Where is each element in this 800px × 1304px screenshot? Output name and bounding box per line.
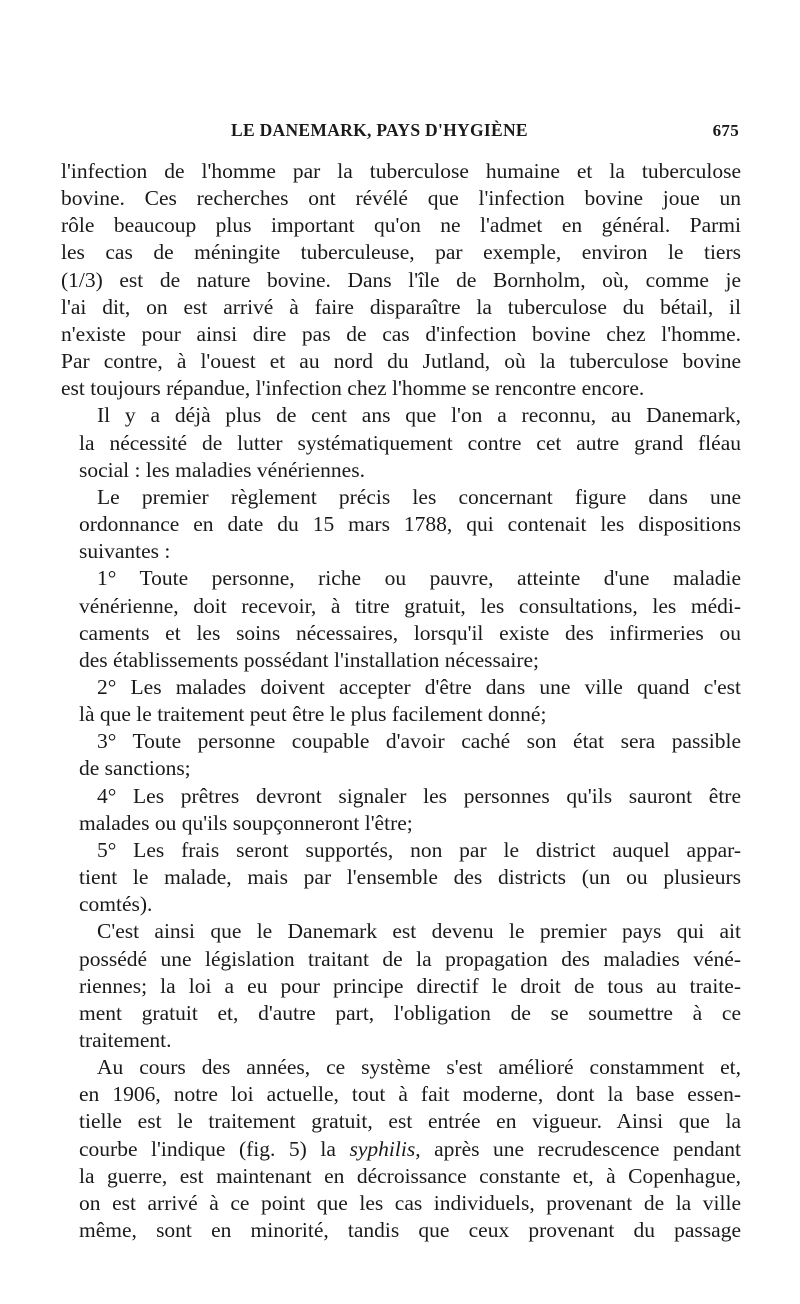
text-line: ordonnance en date du 15 mars 1788, qui contenait les dispositions: [79, 512, 741, 537]
text-line: l'infection de l'homme par la tuberculose humaine et la tuberculose: [61, 159, 741, 183]
text-line: n'existe pour ainsi dire pas de cas d'infection bovine chez l'homme.: [61, 321, 741, 346]
paragraph-venereal-intro: [61, 402, 741, 483]
text-line: ment gratuit et, d'autre part, l'obligation de se soumettre à ce: [79, 1000, 741, 1025]
text-line: riennes; la loi a eu pour principe directif le droit de tous au traite-: [79, 973, 741, 998]
text-fragment: courbe l'indique (fig. 5) la: [79, 1136, 350, 1161]
text-line: social : les maladies vénériennes.: [79, 457, 365, 482]
book-page: [61, 112, 741, 1244]
text-fragment: , après une recrudescence pendant: [415, 1136, 741, 1161]
text-line: malades ou qu'ils soupçonneront l'être;: [79, 810, 413, 835]
text-line: Il y a déjà plus de cent ans que l'on a reconnu, au Danemark,: [97, 403, 741, 428]
list-item-4: [61, 783, 741, 837]
text-line: 4° Les prêtres devront signaler les personnes qu'ils sauront être: [97, 783, 741, 808]
list-item-3: [61, 728, 741, 782]
text-line: Au cours des années, ce système s'est amélioré constamment et,: [97, 1055, 741, 1080]
text-line: tient le malade, mais par l'ensemble des districts (un ou plusieurs: [79, 865, 741, 890]
text-line: bovine. Ces recherches ont révélé que l'infection bovine joue un: [61, 186, 741, 211]
list-item-2: [61, 674, 741, 728]
text-line: suivantes :: [79, 539, 171, 564]
page-number: 675: [712, 121, 739, 140]
text-line: on est arrivé à ce point que les cas individuels, provenant de la ville: [79, 1190, 741, 1215]
text-line: C'est ainsi que le Danemark est devenu le premier pays qui ait: [97, 919, 741, 944]
text-line: vénérienne, doit recevoir, à titre gratuit, les consultations, les médi-: [79, 593, 741, 618]
paragraph-law-1906: [61, 1054, 741, 1244]
text-line: 1° Toute personne, riche ou pauvre, atteinte d'une maladie: [97, 566, 741, 591]
text-line: traitement.: [79, 1028, 172, 1052]
text-line: en 1906, notre loi actuelle, tout à fait moderne, dont la base essen-: [79, 1082, 741, 1107]
text-line: tielle est le traitement gratuit, est entrée en vigueur. Ainsi que la: [79, 1109, 741, 1134]
text-line: Par contre, à l'ouest et au nord du Jutland, où la tuberculose bovine: [61, 349, 741, 374]
body-text: [61, 158, 741, 1244]
text-line: la guerre, est maintenant en décroissance constante et, à Copenhague,: [79, 1163, 741, 1188]
text-line: la nécessité de lutter systématiquement contre cet autre grand fléau: [79, 430, 741, 455]
text-line: comtés).: [79, 892, 153, 917]
text-line: Le premier règlement précis les concernant figure dans une: [97, 484, 741, 509]
text-line: l'ai dit, on est arrivé à faire disparaître la tuberculose du bétail, il: [61, 294, 741, 319]
text-line: caments et les soins nécessaires, lorsqu'il existe des infirmeries ou: [79, 620, 741, 645]
text-line: est toujours répandue, l'infection chez l'homme se rencontre encore.: [61, 376, 645, 401]
italic-term-syphilis: syphilis: [349, 1136, 416, 1161]
text-line: 5° Les frais seront supportés, non par le district auquel appar-: [97, 837, 741, 862]
text-line: 3° Toute personne coupable d'avoir caché son état sera passible: [97, 729, 741, 754]
text-line: 2° Les malades doivent accepter d'être dans une ville quand c'est: [97, 674, 741, 699]
text-line: les cas de méningite tuberculeuse, par exemple, environ le tiers: [61, 240, 741, 265]
running-header: [61, 112, 741, 148]
text-line: même, sont en minorité, tandis que ceux provenant du passage: [79, 1218, 741, 1243]
text-line: là que le traitement peut être le plus facilement donné;: [79, 702, 547, 727]
running-title: LE DANEMARK, PAYS D'HYGIÈNE: [231, 120, 528, 140]
list-item-5: [61, 837, 741, 918]
paragraph-ordinance: [61, 484, 741, 565]
text-line: (1/3) est de nature bovine. Dans l'île de Bornholm, où, comme je: [61, 267, 741, 292]
list-item-1: [61, 565, 741, 674]
paragraph-tuberculosis: [61, 158, 741, 402]
text-line: possédé une législation traitant de la propagation des maladies véné-: [79, 946, 741, 971]
text-line: rôle beaucoup plus important qu'on ne l'admet en général. Parmi: [61, 213, 741, 238]
text-line-with-italic: [61, 1136, 741, 1163]
text-line: de sanctions;: [79, 756, 191, 781]
paragraph-legislation: [61, 918, 741, 1054]
text-line: des établissements possédant l'installation nécessaire;: [79, 647, 540, 672]
